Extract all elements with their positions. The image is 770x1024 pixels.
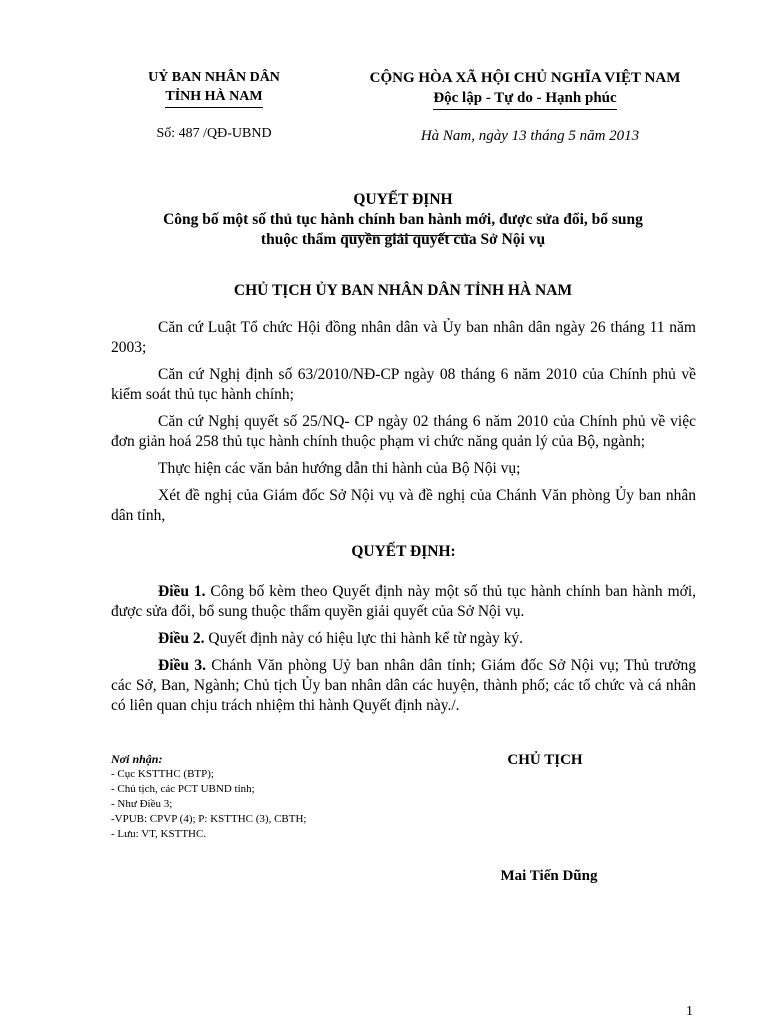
recipient-item: - Chủ tịch, các PCT UBND tỉnh;: [111, 783, 255, 795]
article-label: Điều 3.: [158, 657, 206, 674]
recipients-list: [111, 752, 391, 842]
nation-header: [340, 68, 710, 110]
document-body: [111, 318, 696, 723]
signer-name: Mai Tiến Dũng: [500, 868, 598, 884]
title-line3: thuộc thẩm quyền giải quyết của Sở Nội vụ: [260, 231, 546, 248]
decision-heading: QUYẾT ĐỊNH:: [351, 543, 456, 560]
document-number: Số: 487 /QĐ-UBND: [156, 126, 272, 141]
preamble-paragraph: Căn cứ Nghị quyết số 25/NQ- CP ngày 02 tháng 6 năm 2010 của Chính phủ về việc đơn giản hoá 258 thủ tục hành chính thuộc phạm vi chức năng quản lý của Bộ, ngành;: [111, 413, 696, 450]
article-3: [111, 656, 696, 716]
agency-line1: UỶ BAN NHÂN DÂN: [148, 70, 280, 85]
article-2: [111, 629, 696, 649]
article-1: [111, 582, 696, 622]
preamble-paragraph: Xét đề nghị của Giám đốc Sở Nội vụ và đề nghị của Chánh Văn phòng Ủy ban nhân dân tỉnh,: [111, 487, 696, 524]
article-label: Điều 1.: [158, 583, 206, 600]
title-line2: Công bố một số thủ tục hành chính ban hành mới, được sửa đổi, bổ sung: [163, 211, 643, 228]
issuer-heading: CHỦ TỊCH ỦY BAN NHÂN DÂN TỈNH HÀ NAM: [233, 282, 573, 299]
preamble-paragraph: Căn cứ Luật Tổ chức Hội đồng nhân dân và Ủy ban nhân dân ngày 26 tháng 11 năm 2003;: [111, 319, 696, 356]
recipients-label: Nơi nhận:: [111, 752, 163, 766]
agency-header: [104, 68, 324, 108]
agency-line2: TỈNH HÀ NAM: [165, 87, 262, 108]
recipient-item: - Cục KSTTHC (BTP);: [111, 768, 214, 780]
article-text: Quyết định này có hiệu lực thi hành kể từ ngày ký.: [204, 630, 524, 647]
document-date: Hà Nam, ngày 13 tháng 5 năm 2013: [420, 128, 640, 144]
recipient-item: - Lưu: VT, KSTTHC.: [111, 828, 207, 840]
preamble-paragraph: Căn cứ Nghị định số 63/2010/NĐ-CP ngày 08 tháng 6 năm 2010 của Chính phủ về kiểm soát thủ tục hành chính;: [111, 366, 696, 403]
article-label: Điều 2.: [158, 630, 205, 647]
page-number: 1: [686, 1004, 693, 1019]
title-underline: [342, 235, 470, 236]
document-title: [100, 190, 706, 250]
signer-title: CHỦ TỊCH: [507, 752, 583, 768]
nation-motto: Độc lập - Tự do - Hạnh phúc: [433, 88, 616, 110]
nation-line1: CỘNG HÒA XÃ HỘI CHỦ NGHĨA VIỆT NAM: [369, 70, 681, 86]
title-line1: QUYẾT ĐỊNH: [353, 191, 453, 208]
recipient-item: -VPUB: CPVP (4); P: KSTTHC (3), CBTH;: [111, 813, 307, 825]
article-text: Chánh Văn phòng Uỷ ban nhân dân tỉnh; Giám đốc Sở Nội vụ; Thủ trưởng các Sở, Ban, Ngành; Chủ tịch Ủy ban nhân dân các huyện, thành phố; các tổ chức và cá nhân có liên quan chịu trách nhiệm thi hành Quyết định này./.: [111, 657, 696, 714]
preamble-paragraph: Thực hiện các văn bản hướng dẫn thi hành của Bộ Nội vụ;: [158, 460, 521, 477]
article-text: Công bố kèm theo Quyết định này một số thủ tục hành chính ban hành mới, được sửa đổi, bổ sung thuộc thẩm quyền giải quyết của Sở Nội vụ.: [111, 583, 696, 620]
recipient-item: - Như Điều 3;: [111, 798, 173, 810]
